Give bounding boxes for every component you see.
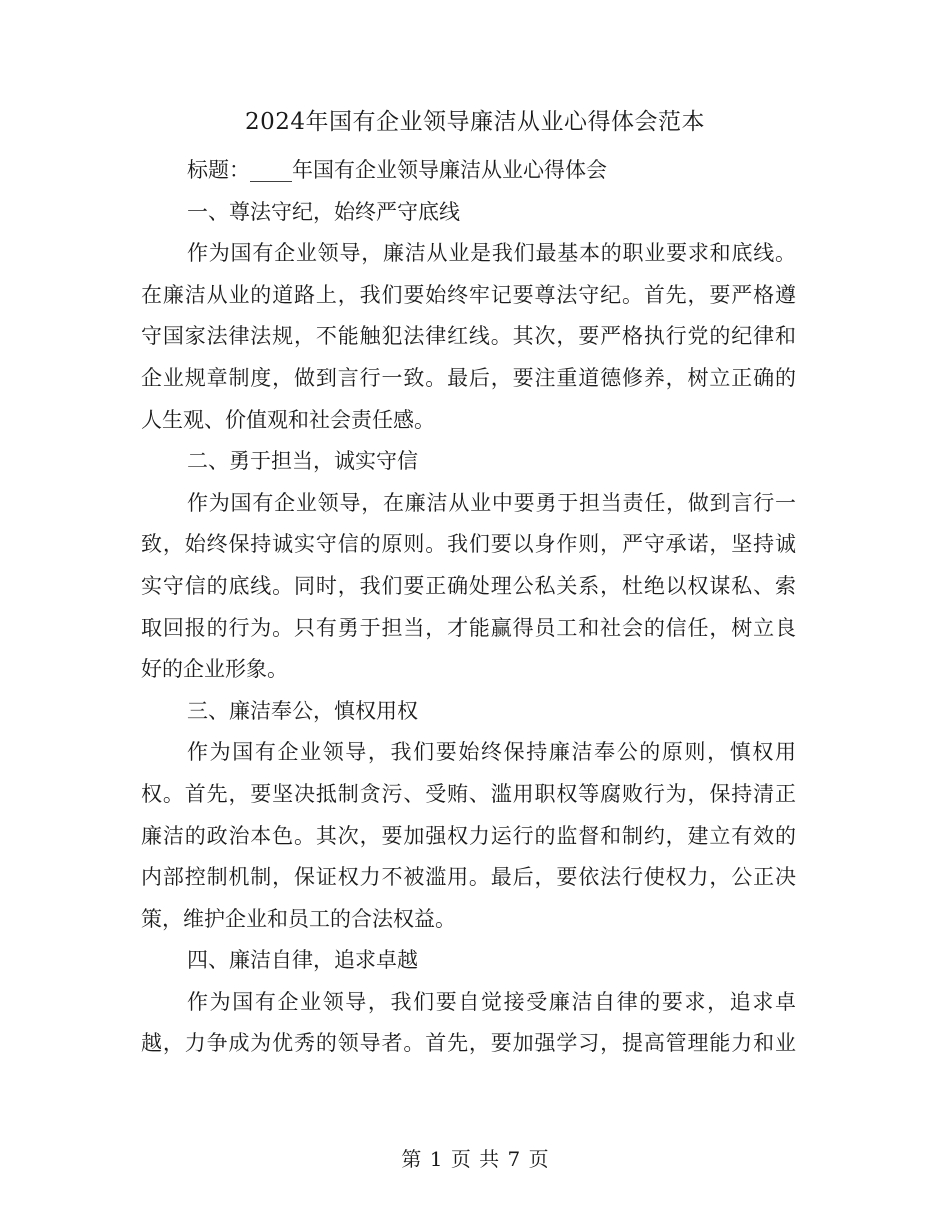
page-footer: 第 1 页 共 7 页	[401, 1147, 549, 1171]
paragraph-line: 好的企业形象。	[141, 657, 288, 682]
paragraph-line: 越，力争成为优秀的领导者。首先，要加强学习，提高管理能力和业	[141, 1031, 796, 1056]
paragraph-line: 企业规章制度，做到言行一致。最后，要注重道德修养，树立正确的	[141, 365, 796, 390]
paragraph-line: 人生观、价值观和社会责任感。	[141, 407, 435, 432]
section-heading-line: 二、勇于担当，诚实守信	[187, 449, 418, 474]
paragraph-line: 廉洁的政治本色。其次，要加强权力运行的监督和制约，建立有效的	[141, 823, 796, 848]
paragraph-line: 策，维护企业和员工的合法权益。	[141, 906, 456, 931]
paragraph-line: 致，始终保持诚实守信的原则。我们要以身作则，严守承诺，坚持诚	[141, 532, 796, 557]
section-heading-line: 四、廉洁自律，追求卓越	[187, 948, 418, 973]
paragraph-line: 作为国有企业领导，我们要始终保持廉洁奉公的原则，慎权用	[187, 740, 796, 765]
paragraph-line: 作为国有企业领导，在廉洁从业中要勇于担当责任，做到言行一	[187, 490, 796, 515]
paragraph-line: 内部控制机制，保证权力不被滥用。最后，要依法行使权力，公正决	[141, 865, 796, 890]
document-title: 2024年国有企业领导廉洁从业心得体会范本	[244, 109, 706, 135]
paragraph-line: 作为国有企业领导，廉洁从业是我们最基本的职业要求和底线。	[187, 241, 796, 266]
paragraph-line: 取回报的行为。只有勇于担当，才能赢得员工和社会的信任，树立良	[141, 615, 796, 640]
document-body	[141, 150, 796, 1065]
paragraph-line: 权。首先，要坚决抵制贪污、受贿、滥用职权等腐败行为，保持清正	[141, 781, 796, 806]
paragraph-line: 实守信的底线。同时，我们要正确处理公私关系，杜绝以权谋私、索	[141, 573, 796, 598]
section-heading-line: 一、尊法守纪，始终严守底线	[187, 199, 460, 224]
paragraph-line: 在廉洁从业的道路上，我们要始终牢记要尊法守纪。首先，要严格遵	[141, 282, 796, 307]
paragraph-line: 作为国有企业领导，我们要自觉接受廉洁自律的要求，追求卓	[187, 989, 796, 1014]
paragraph-line: 守国家法律法规，不能触犯法律红线。其次，要严格执行党的纪律和	[141, 324, 796, 349]
section-heading-line: 标题：____年国有企业领导廉洁从业心得体会	[187, 158, 607, 182]
section-heading-line: 三、廉洁奉公，慎权用权	[187, 698, 418, 723]
